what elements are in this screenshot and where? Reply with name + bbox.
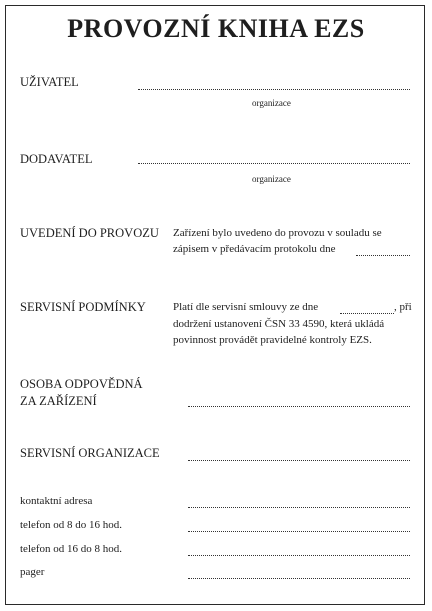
dodavatel-label: DODAVATEL	[20, 152, 93, 166]
organizace-field[interactable]	[188, 460, 410, 461]
dodavatel-field[interactable]	[138, 163, 410, 164]
telefon-den-field[interactable]	[188, 531, 410, 532]
osoba-label-line2: ZA ZAŘÍZENÍ	[20, 394, 97, 408]
uzivatel-hint: organizace	[252, 98, 291, 108]
organizace-label: SERVISNÍ ORGANIZACE	[20, 446, 160, 460]
uvedeni-text-line2: zápisem v předávacím protokolu dne	[173, 243, 336, 255]
osoba-label-line1: OSOBA ODPOVĚDNÁ	[20, 377, 143, 391]
osoba-field[interactable]	[188, 406, 410, 407]
telefon-den-label: telefon od 8 do 16 hod.	[20, 519, 123, 531]
page-title: PROVOZNÍ KNIHA EZS	[67, 14, 365, 43]
uzivatel-label: UŽIVATEL	[20, 75, 79, 89]
telefon-noc-label: telefon od 16 do 8 hod.	[20, 543, 123, 555]
uzivatel-field[interactable]	[138, 89, 410, 90]
servis-text-line1a: Platí dle servisní smlouvy ze dne	[173, 301, 319, 313]
pager-label: pager	[20, 566, 45, 578]
uvedeni-date-field[interactable]	[356, 255, 410, 256]
pager-field[interactable]	[188, 578, 410, 579]
uvedeni-label: UVEDENÍ DO PROVOZU	[20, 226, 159, 240]
uvedeni-text-line1: Zařízení bylo uvedeno do provozu v souladu se	[173, 227, 382, 239]
kontaktni-adresa-field[interactable]	[188, 507, 410, 508]
dodavatel-hint: organizace	[252, 174, 291, 184]
servis-text-line2: dodržení ustanovení ČSN 33 4590, která ukládá	[173, 318, 385, 330]
servis-date-field[interactable]	[340, 313, 394, 314]
servis-text-line3: povinnost provádět pravidelné kontroly EZS.	[173, 334, 372, 346]
kontaktni-adresa-label: kontaktní adresa	[20, 495, 93, 507]
telefon-noc-field[interactable]	[188, 555, 410, 556]
servis-label: SERVISNÍ PODMÍNKY	[20, 300, 146, 314]
servis-text-line1b: , při	[394, 301, 412, 313]
